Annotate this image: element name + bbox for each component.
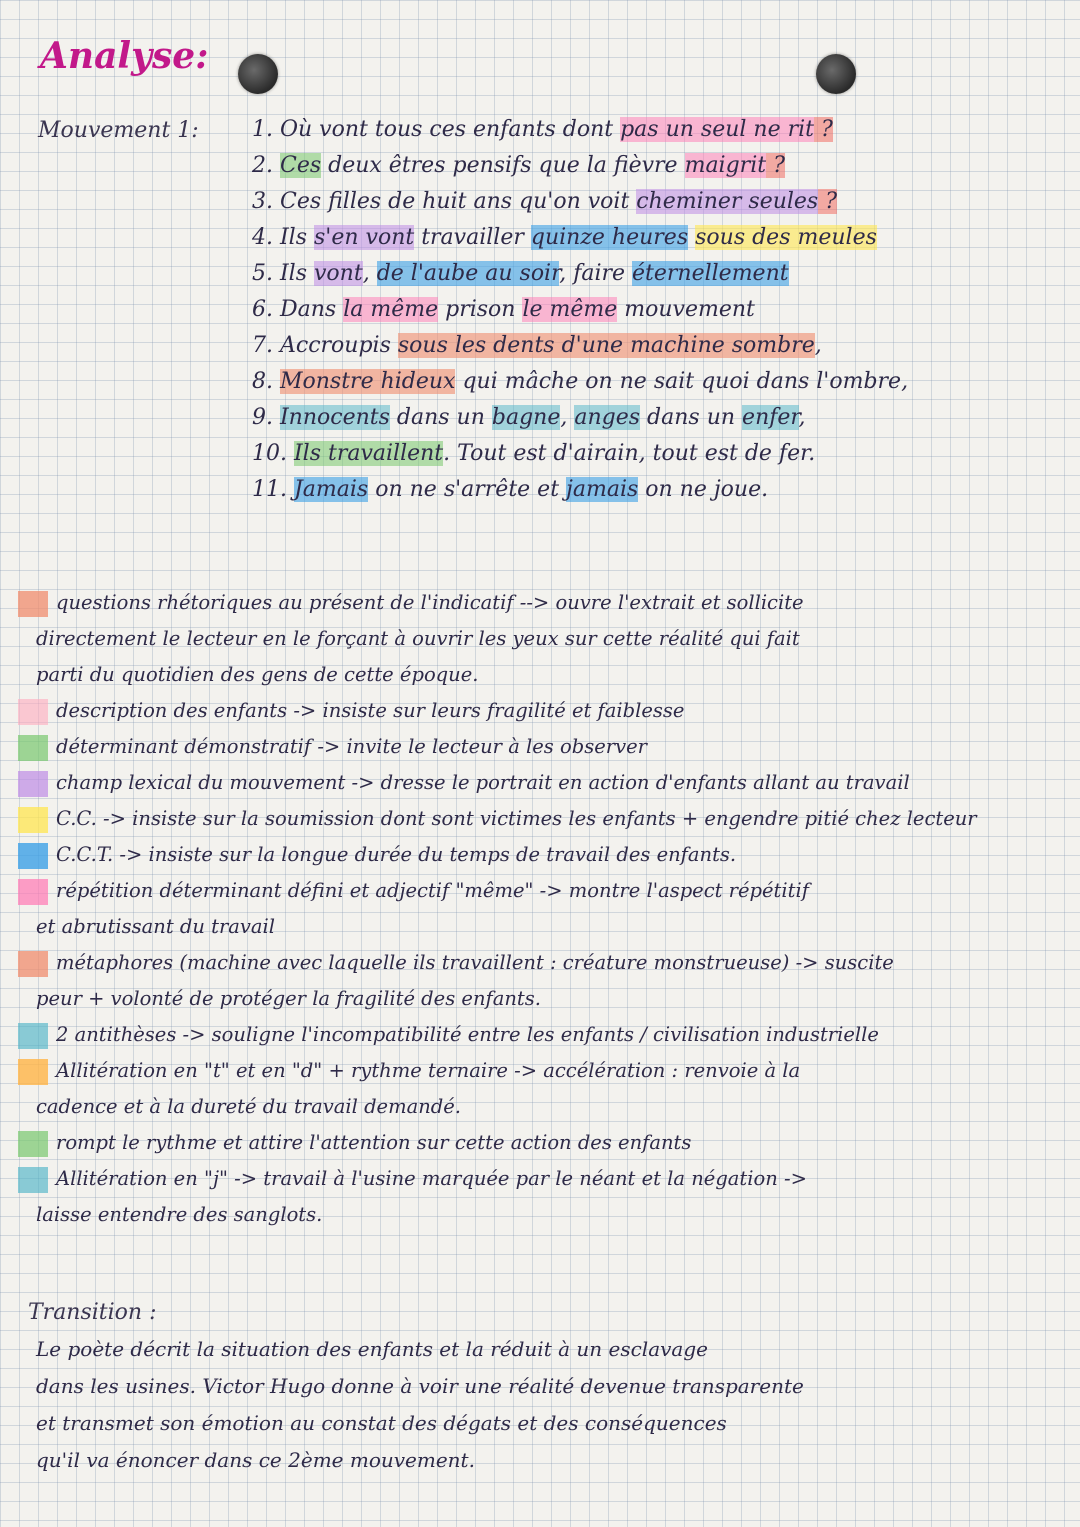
highlighted-phrase: ? <box>766 153 785 178</box>
highlighted-phrase: pas un seul ne rit <box>620 117 814 142</box>
poem-line-number: 8. <box>252 369 280 394</box>
poem-line <box>252 328 1032 364</box>
poem-excerpt <box>252 112 1032 508</box>
poem-text: dans un <box>389 405 492 430</box>
poem-text: Dans <box>279 297 344 322</box>
analysis-note <box>12 837 1062 873</box>
note-text: parti du quotidien des gens de cette époque. <box>36 663 479 686</box>
poem-line-number: 2. <box>252 153 280 178</box>
color-key-swatch <box>18 699 48 725</box>
poem-text: dans un <box>640 405 743 430</box>
poem-text: , <box>362 261 377 286</box>
poem-line <box>252 220 1032 256</box>
note-text: C.C.T. -> insiste sur la longue durée du temps de travail des enfants. <box>56 843 737 866</box>
analysis-note <box>12 585 1062 621</box>
highlighted-phrase: enfer <box>742 405 799 430</box>
analysis-note <box>12 801 1062 837</box>
poem-text: , faire <box>559 261 633 286</box>
color-key-swatch <box>18 735 48 761</box>
poem-text: mouvement <box>617 297 755 322</box>
poem-line <box>252 364 1032 400</box>
note-text: C.C. -> insiste sur la soumission dont sont victimes les enfants + engendre pitié chez lecteur <box>56 807 977 830</box>
poem-text: deux êtres pensifs que la fièvre <box>321 153 685 178</box>
note-text: 2 antithèses -> souligne l'incompatibilité entre les enfants / civilisation industrielle <box>56 1023 879 1046</box>
poem-text: , <box>560 405 575 430</box>
highlighted-phrase: Jamais <box>293 477 369 502</box>
poem-text: qui mâche on ne sait quoi dans l'ombre, <box>455 369 909 394</box>
poem-line-number: 10. <box>252 441 294 466</box>
highlighted-phrase: Innocents <box>279 405 390 430</box>
analysis-note <box>12 657 1062 693</box>
poem-text: . Tout est d'airain, tout est de fer. <box>443 441 816 466</box>
transition-heading: Transition : <box>28 1300 157 1325</box>
note-text: questions rhétoriques au présent de l'indicatif --> ouvre l'extrait et sollicite <box>56 591 804 614</box>
color-key-swatch <box>18 1131 48 1157</box>
highlighted-phrase: Monstre hideux <box>279 369 456 394</box>
note-text: répétition déterminant défini et adjectif "même" -> montre l'aspect répétitif <box>56 879 809 902</box>
color-key-swatch <box>18 591 48 617</box>
note-text: laisse entendre des sanglots. <box>36 1203 323 1226</box>
color-key-swatch <box>18 807 48 833</box>
poem-text: prison <box>438 297 523 322</box>
highlighted-phrase: cheminer seules <box>636 189 819 214</box>
poem-line-number: 3. <box>252 189 280 214</box>
poem-line <box>252 112 1032 148</box>
color-key-swatch <box>18 771 48 797</box>
highlighted-phrase: jamais <box>566 477 639 502</box>
color-key-swatch <box>18 1167 48 1193</box>
poem-line <box>252 184 1032 220</box>
poem-text: Accroupis <box>279 333 398 358</box>
analysis-note <box>12 1017 1062 1053</box>
note-text: directement le lecteur en le forçant à ouvrir les yeux sur cette réalité qui fait <box>36 627 800 650</box>
highlighted-phrase: anges <box>574 405 641 430</box>
transition-text <box>28 1331 1058 1479</box>
color-key-swatch <box>18 951 48 977</box>
analysis-note <box>12 1161 1062 1197</box>
poem-line <box>252 436 1032 472</box>
note-text: cadence et à la dureté du travail demandé. <box>36 1095 461 1118</box>
poem-text: on ne s'arrête et <box>368 477 567 502</box>
analysis-note <box>12 909 1062 945</box>
highlighted-phrase: s'en vont <box>314 225 415 250</box>
transition-line: dans les usines. Victor Hugo donne à voir une réalité devenue transparente <box>36 1374 804 1398</box>
poem-line-number: 9. <box>252 405 280 430</box>
page-title: Analyse: <box>40 35 209 77</box>
poem-line <box>252 472 1032 508</box>
transition-line: et transmet son émotion au constat des dégats et des conséquences <box>36 1411 727 1435</box>
note-text: Allitération en "t" et en "d" + rythme ternaire -> accélération : renvoie à la <box>56 1059 801 1082</box>
poem-line <box>252 148 1032 184</box>
color-key-swatch <box>18 1023 48 1049</box>
note-text: Allitération en "j" -> travail à l'usine marquée par le néant et la négation -> <box>56 1167 807 1190</box>
analysis-note <box>12 693 1062 729</box>
analysis-note <box>12 1197 1062 1233</box>
color-key-swatch <box>18 879 48 905</box>
analysis-note <box>12 765 1062 801</box>
analysis-note <box>12 1089 1062 1125</box>
poem-text: Ils <box>279 261 314 286</box>
analysis-note <box>12 1053 1062 1089</box>
poem-line <box>252 292 1032 328</box>
highlighted-phrase: le même <box>522 297 618 322</box>
poem-line-number: 1. <box>252 117 280 142</box>
transition-line: qu'il va énoncer dans ce 2ème mouvement. <box>36 1448 475 1472</box>
transition-section <box>28 1300 1058 1479</box>
analysis-note <box>12 873 1062 909</box>
movement-label: Mouvement 1: <box>38 118 199 143</box>
poem-text: Ils <box>279 225 314 250</box>
poem-text: Ces filles de huit ans qu'on voit <box>279 189 637 214</box>
poem-line-number: 4. <box>252 225 280 250</box>
binder-hole-right <box>816 54 856 94</box>
highlighted-phrase: ? <box>814 117 833 142</box>
highlighted-phrase: éternellement <box>632 261 789 286</box>
highlighted-phrase: la même <box>343 297 439 322</box>
binder-hole-left <box>238 54 278 94</box>
analysis-note <box>12 945 1062 981</box>
note-text: et abrutissant du travail <box>36 915 276 938</box>
highlighted-phrase: de l'aube au soir <box>376 261 560 286</box>
poem-line-number: 5. <box>252 261 280 286</box>
poem-text: Où vont tous ces enfants dont <box>279 117 621 142</box>
poem-line <box>252 400 1032 436</box>
analysis-note <box>12 621 1062 657</box>
poem-line <box>252 256 1032 292</box>
analysis-note <box>12 1125 1062 1161</box>
note-text: champ lexical du mouvement -> dresse le portrait en action d'enfants allant au travail <box>56 771 910 794</box>
highlighted-phrase: maigrit <box>684 153 767 178</box>
analysis-notes <box>12 585 1062 1233</box>
poem-text: , <box>814 333 822 358</box>
note-text: métaphores (machine avec laquelle ils travaillent : créature monstrueuse) -> suscite <box>56 951 894 974</box>
poem-text: on ne joue. <box>638 477 769 502</box>
transition-line: Le poète décrit la situation des enfants et la réduit à un esclavage <box>36 1337 708 1361</box>
poem-line-number: 6. <box>252 297 280 322</box>
highlighted-phrase: sous les dents d'une machine sombre <box>397 333 815 358</box>
highlighted-phrase: Ils travaillent <box>293 441 444 466</box>
note-text: description des enfants -> insiste sur leurs fragilité et faiblesse <box>56 699 685 722</box>
highlighted-phrase: bagne <box>491 405 561 430</box>
note-text: peur + volonté de protéger la fragilité des enfants. <box>36 987 541 1010</box>
color-key-swatch <box>18 843 48 869</box>
analysis-note <box>12 729 1062 765</box>
poem-line-number: 11. <box>252 477 294 502</box>
highlighted-phrase: sous des meules <box>695 225 877 250</box>
highlighted-phrase: ? <box>818 189 838 214</box>
poem-text: , <box>798 405 806 430</box>
poem-text: travailler <box>414 225 531 250</box>
poem-line-number: 7. <box>252 333 280 358</box>
note-text: rompt le rythme et attire l'attention sur cette action des enfants <box>56 1131 692 1154</box>
color-key-swatch <box>18 1059 48 1085</box>
highlighted-phrase: vont <box>314 261 363 286</box>
highlighted-phrase: quinze heures <box>530 225 689 250</box>
note-text: déterminant démonstratif -> invite le lecteur à les observer <box>56 735 647 758</box>
analysis-note <box>12 981 1062 1017</box>
highlighted-phrase: Ces <box>279 153 322 178</box>
